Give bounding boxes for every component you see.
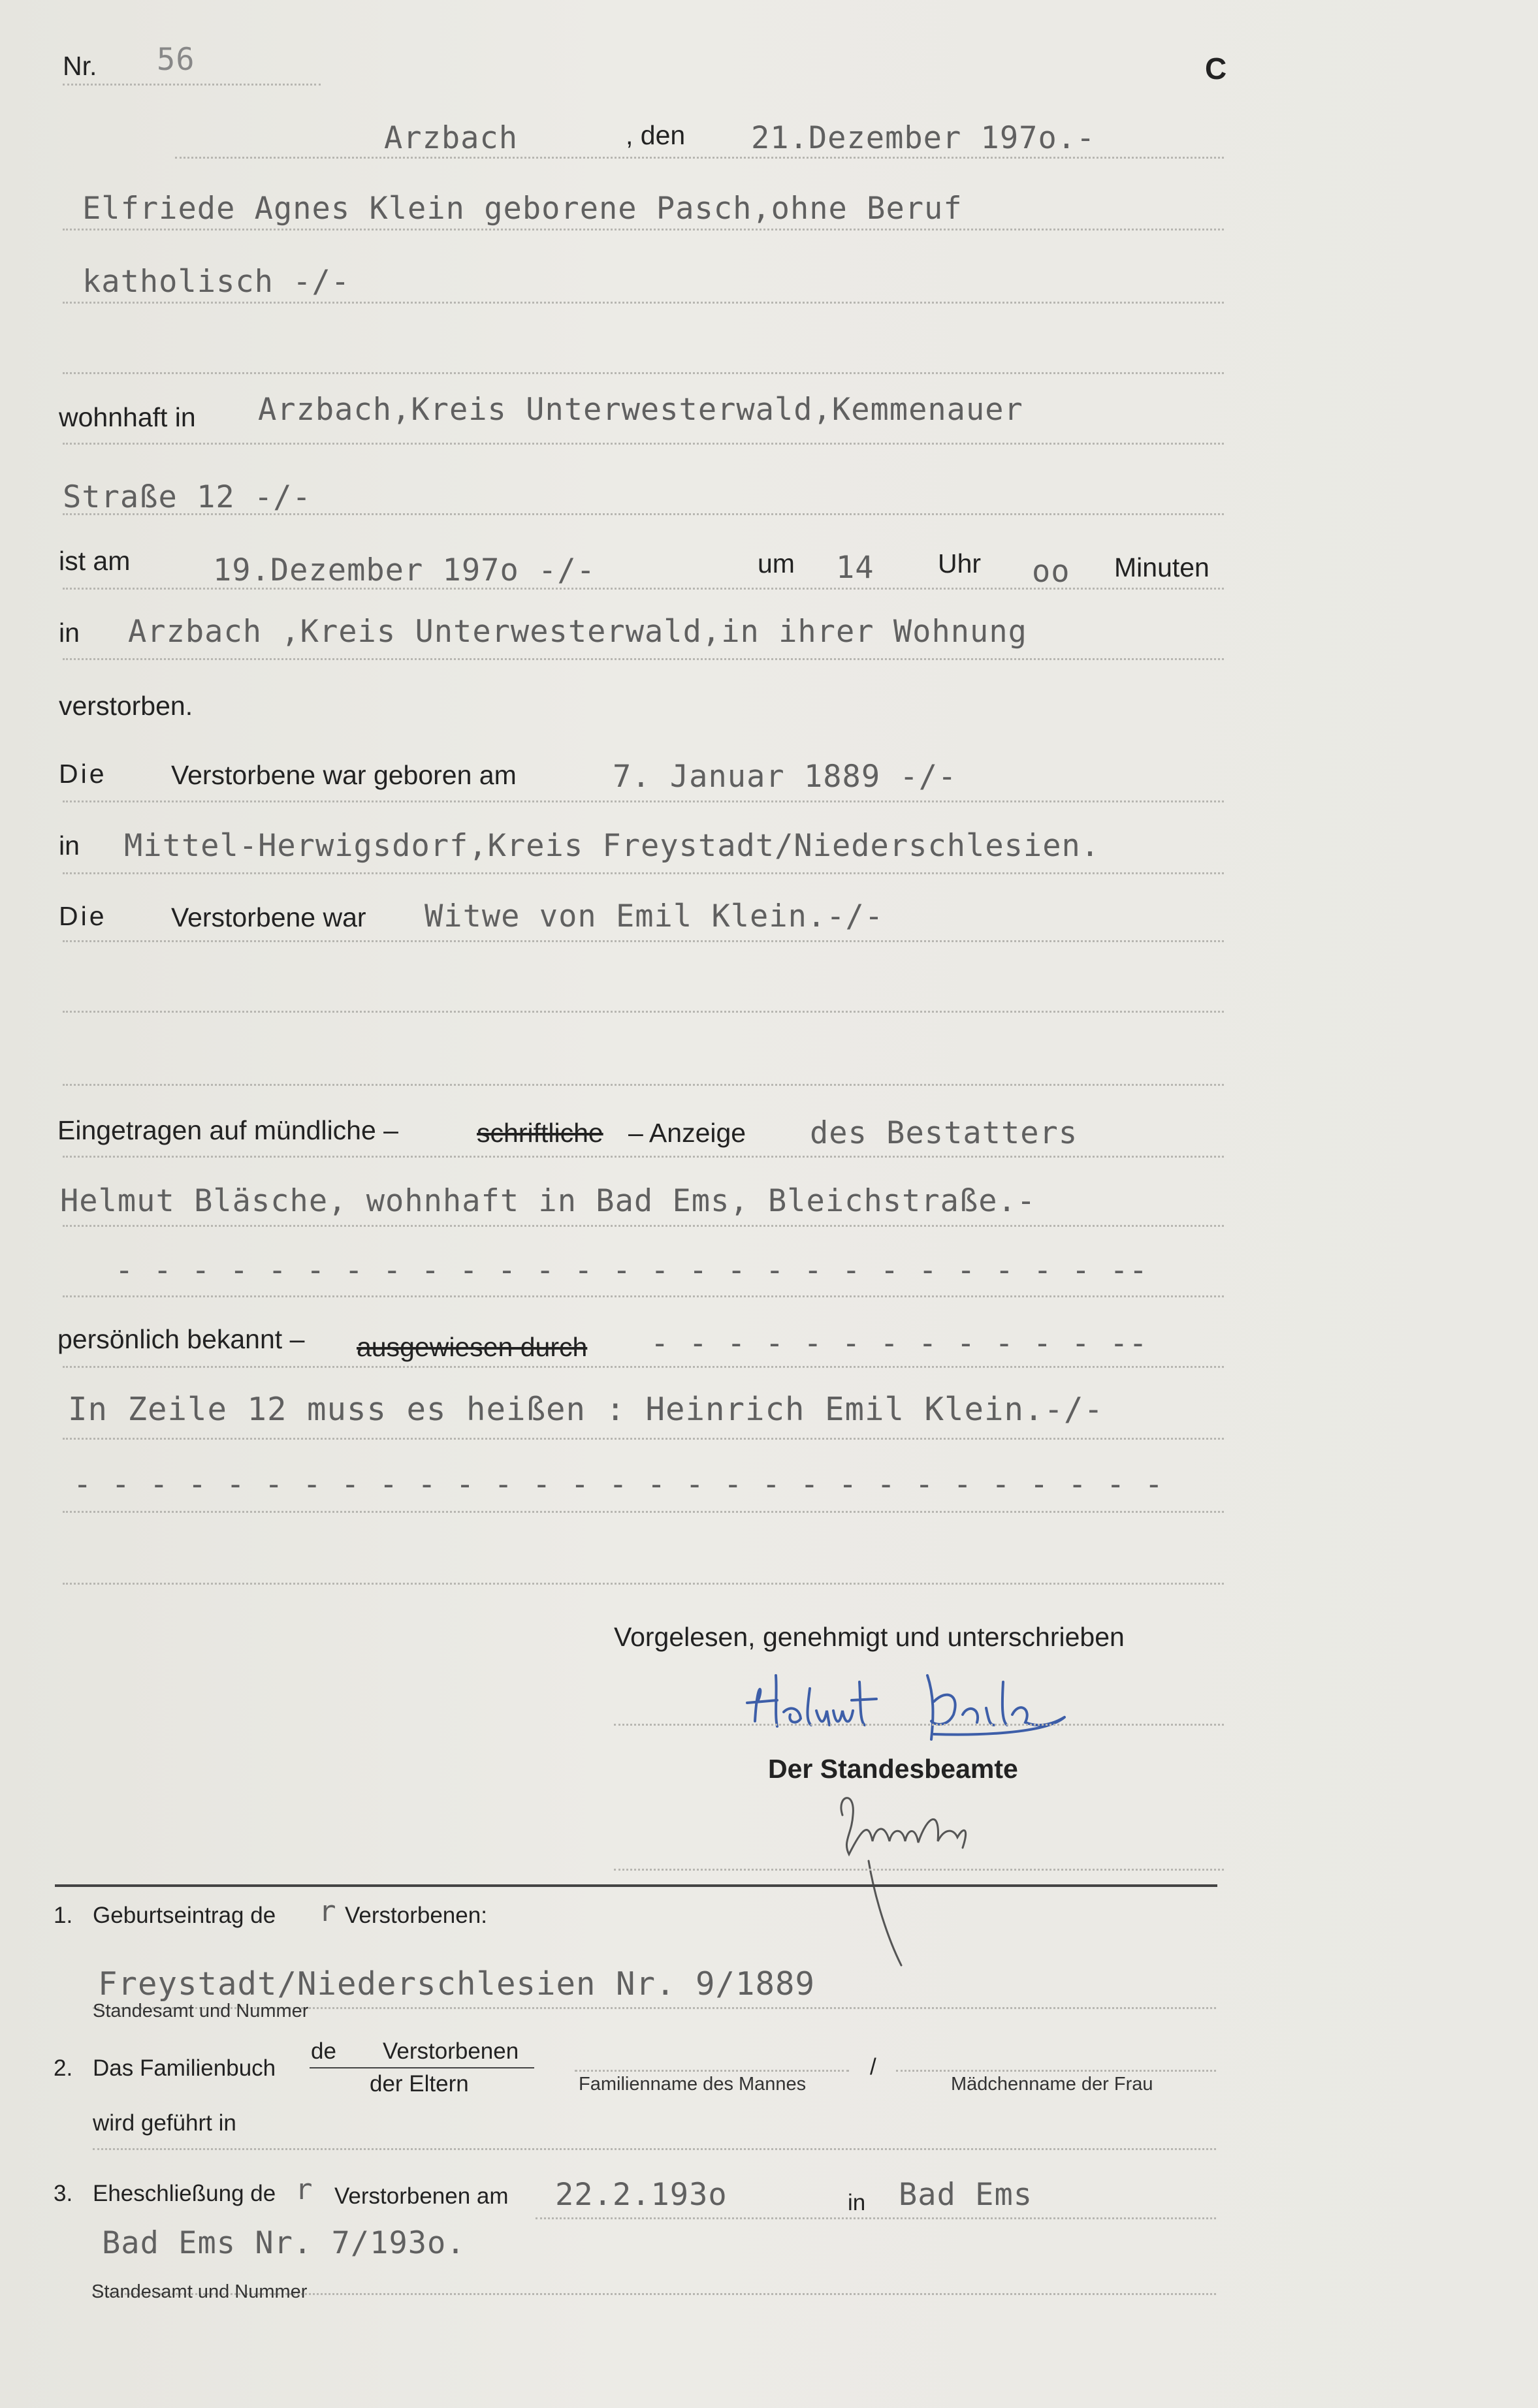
death-date: 19.Dezember 197o -/- bbox=[213, 552, 596, 588]
registration-line bbox=[63, 1156, 1224, 1158]
residence-line1: Arzbach,Kreis Unterwesterwald,Kemmenauer bbox=[258, 392, 1023, 428]
item3-caption: Standesamt und Nummer bbox=[91, 2281, 308, 2302]
item3-in-label: in bbox=[848, 2190, 866, 2215]
signature-registrar bbox=[829, 1789, 1045, 1985]
person-name: Elfriede Agnes Klein geborene Pasch,ohne Beruf bbox=[82, 191, 963, 227]
item1-number: 1. bbox=[54, 1903, 73, 1928]
residence-line bbox=[63, 443, 1224, 445]
known-line bbox=[63, 1366, 1224, 1368]
nr-value: 56 bbox=[157, 42, 195, 78]
item2-man-line bbox=[575, 2070, 849, 2072]
verstorben-label: verstorben. bbox=[59, 691, 193, 721]
item2-label-b: wird geführt in bbox=[93, 2110, 236, 2136]
item2-number: 2. bbox=[54, 2055, 73, 2081]
signature-line-1 bbox=[614, 1724, 1224, 1726]
correction-line bbox=[63, 1438, 1224, 1440]
item3-suffix: r bbox=[295, 2173, 313, 2206]
um-label: um bbox=[758, 548, 795, 578]
footer-divider bbox=[55, 1884, 1217, 1887]
registration-struck: schriftliche bbox=[477, 1118, 603, 1148]
known-struck: ausgewiesen durch bbox=[357, 1332, 588, 1362]
item2-slash: / bbox=[870, 2054, 876, 2080]
nr-label: Nr. bbox=[63, 51, 97, 81]
marital-value: Witwe von Emil Klein.-/- bbox=[425, 898, 884, 934]
religion-value: katholisch -/- bbox=[82, 264, 351, 300]
informant-line bbox=[63, 1225, 1224, 1227]
marital-label: Verstorbene war bbox=[171, 902, 366, 932]
date-value: 21.Dezember 197o.- bbox=[751, 120, 1096, 156]
item3-number: 3. bbox=[54, 2181, 73, 2206]
item2-caption-woman: Mädchenname der Frau bbox=[951, 2074, 1153, 2095]
death-place-line bbox=[63, 658, 1224, 660]
birth-label: Verstorbene war geboren am bbox=[171, 760, 517, 790]
uhr-label: Uhr bbox=[938, 548, 982, 578]
blank-line-3 bbox=[63, 1084, 1224, 1086]
minuten-label: Minuten bbox=[1114, 552, 1210, 582]
person-line bbox=[63, 229, 1224, 230]
item3-label: Eheschließung de bbox=[93, 2181, 276, 2206]
item1-value: Freystadt/Niederschlesien Nr. 9/1889 bbox=[98, 1965, 816, 2003]
birth-die-label: Die bbox=[59, 759, 107, 789]
place-date-line bbox=[175, 157, 1224, 159]
item2-frac-top-de: de bbox=[311, 2038, 336, 2064]
birth-date-line bbox=[63, 800, 1224, 802]
known-label: persönlich bekannt – bbox=[57, 1324, 305, 1354]
blank-line-1 bbox=[63, 372, 1224, 374]
item2-line bbox=[93, 2148, 1216, 2150]
informant-value: Helmut Bläsche, wohnhaft in Bad Ems, Bleichstraße.- bbox=[60, 1183, 1036, 1219]
birth-date: 7. Januar 1889 -/- bbox=[613, 759, 957, 795]
residence-line2: Straße 12 -/- bbox=[63, 479, 312, 515]
registrar-label: Der Standesbeamte bbox=[768, 1754, 1018, 1784]
item3-date: 22.2.193o bbox=[555, 2177, 728, 2213]
marital-die-label: Die bbox=[59, 901, 107, 931]
item3-label-b: Verstorbenen am bbox=[334, 2183, 509, 2209]
marital-line bbox=[63, 940, 1224, 942]
item3-place: Bad Ems bbox=[899, 2177, 1033, 2213]
item1-label-b: Verstorbenen: bbox=[345, 1903, 487, 1928]
residence-line-2 bbox=[63, 513, 1224, 515]
item3-date-line bbox=[536, 2217, 1216, 2219]
blank-line-2 bbox=[63, 1011, 1224, 1013]
dashes-line-1 bbox=[63, 1295, 1224, 1297]
death-place: Arzbach ,Kreis Unterwesterwald,in ihrer Wohnung bbox=[128, 614, 1027, 650]
item1-suffix: r bbox=[319, 1895, 337, 1928]
registration-label: Eingetragen auf mündliche – bbox=[57, 1115, 398, 1145]
place-value: Arzbach bbox=[384, 120, 519, 156]
death-place-label: in bbox=[59, 618, 80, 648]
nr-line bbox=[63, 84, 321, 86]
dashes-2: - - - - - - - - - - - - -- bbox=[650, 1325, 1148, 1361]
blank-line-4 bbox=[63, 1583, 1224, 1585]
correction-note: In Zeile 12 muss es heißen : Heinrich Emil Klein.-/- bbox=[68, 1391, 1104, 1428]
signature-line-2 bbox=[614, 1869, 1224, 1871]
death-date-line bbox=[63, 588, 1224, 590]
item2-frac-top: Verstorbenen bbox=[383, 2038, 519, 2064]
religion-line bbox=[63, 302, 1224, 304]
death-date-label: ist am bbox=[59, 546, 131, 576]
registration-label-b: – Anzeige bbox=[628, 1118, 746, 1148]
dashes-line-3 bbox=[63, 1511, 1224, 1513]
item2-frac-bottom: der Eltern bbox=[370, 2071, 469, 2097]
dashes-1: - - - - - - - - - - - - - - - - - - - - - - - - - - -- bbox=[115, 1252, 1149, 1288]
birth-place-line bbox=[63, 872, 1224, 874]
birth-place: Mittel-Herwigsdorf,Kreis Freystadt/Niederschlesien. bbox=[124, 828, 1100, 864]
signature-informant bbox=[738, 1662, 1143, 1760]
read-approved-label: Vorgelesen, genehmigt und unterschrieben bbox=[614, 1622, 1125, 1652]
item1-label: Geburtseintrag de bbox=[93, 1903, 276, 1928]
birth-place-label: in bbox=[59, 831, 80, 861]
item1-caption: Standesamt und Nummer bbox=[93, 2001, 309, 2021]
item2-label: Das Familienbuch bbox=[93, 2055, 276, 2081]
residence-label: wohnhaft in bbox=[59, 402, 196, 432]
corner-letter: C bbox=[1205, 52, 1227, 86]
item3-value: Bad Ems Nr. 7/193o. bbox=[102, 2225, 466, 2261]
item2-caption-man: Familienname des Mannes bbox=[579, 2074, 807, 2095]
death-hour: 14 bbox=[836, 550, 874, 586]
registration-typed: des Bestatters bbox=[810, 1115, 1078, 1151]
item2-woman-line bbox=[896, 2070, 1216, 2072]
item2-frac-bar bbox=[310, 2067, 534, 2068]
den-label: , den bbox=[626, 120, 686, 150]
death-minutes: oo bbox=[1032, 554, 1070, 590]
dashes-3: - - - - - - - - - - - - - - - - - - - - - - - - - - - - - bbox=[73, 1466, 1164, 1502]
